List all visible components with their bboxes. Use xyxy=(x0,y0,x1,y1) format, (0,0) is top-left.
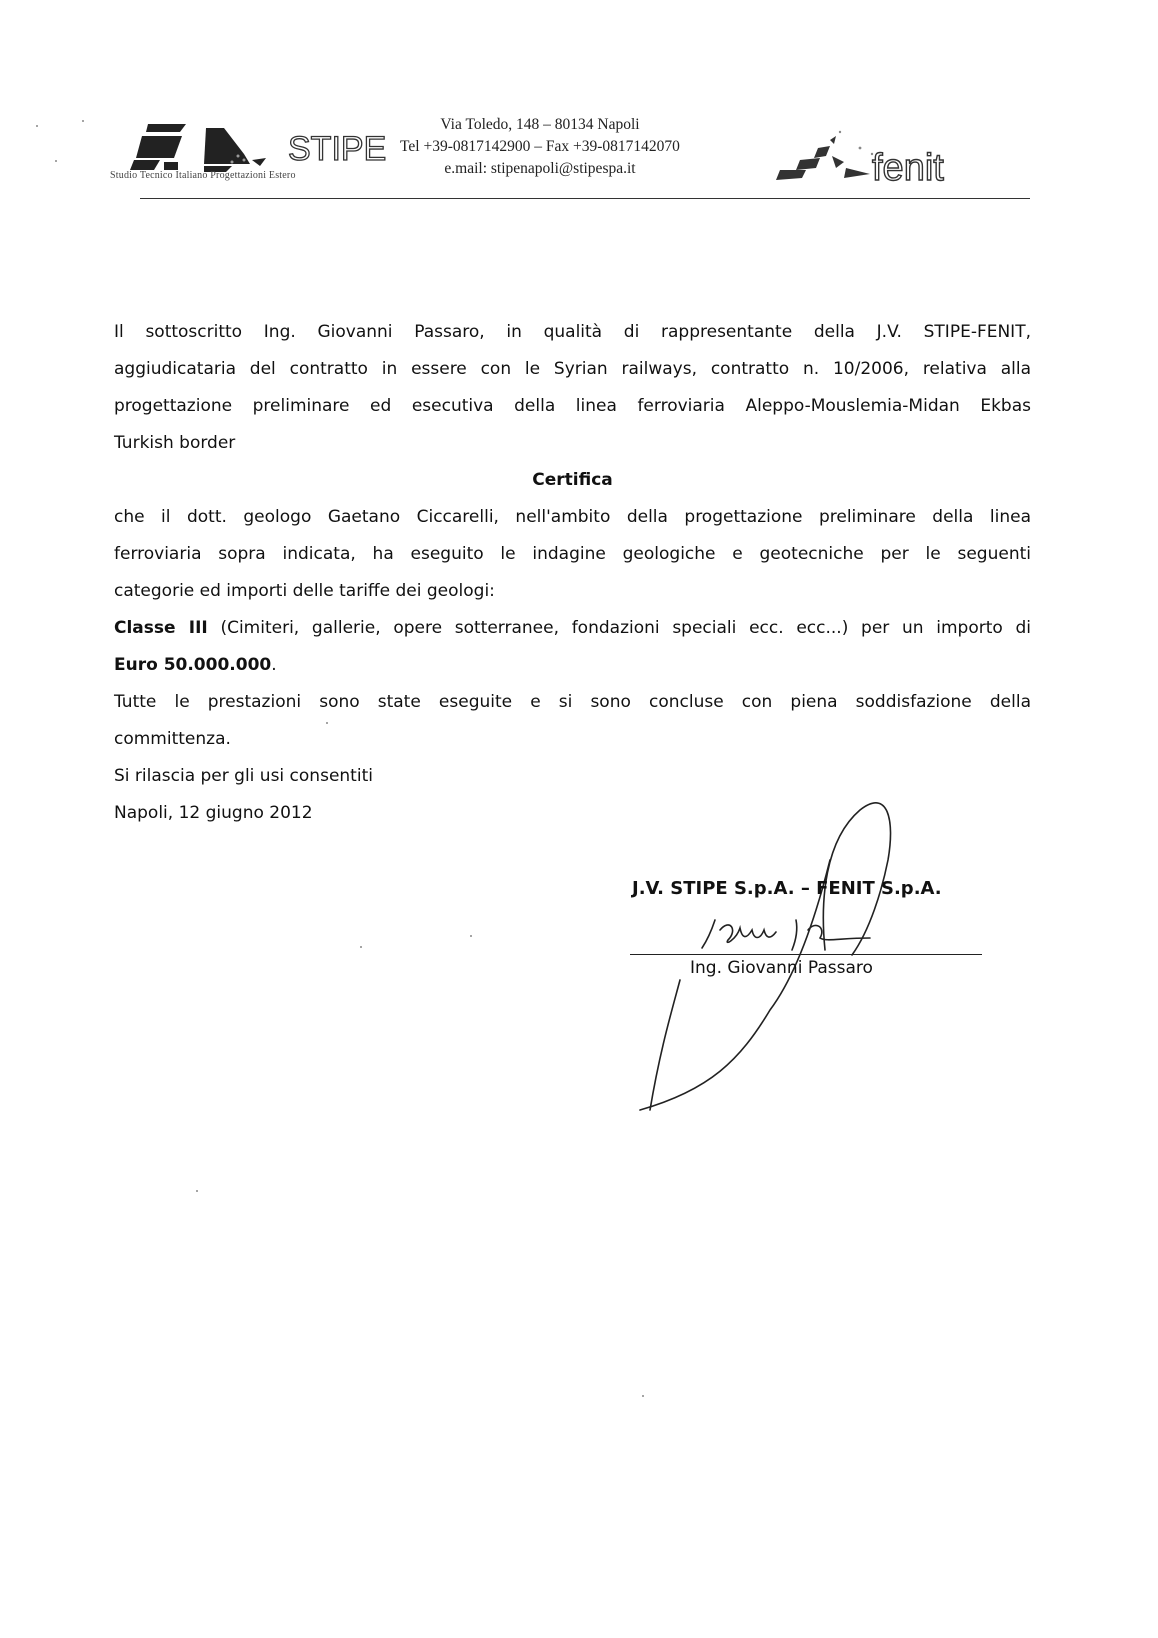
certifica-heading: Certifica xyxy=(532,470,613,490)
classe-text: (Cimiteri, gallerie, opere sotterranee, fondazioni speciali ecc. ecc...) per un importo di xyxy=(207,618,1032,638)
intro-line: Il sottoscritto Ing. Giovanni Passaro, in qualità di rappresentante della J.V. STIPE-FENIT, xyxy=(114,322,1031,342)
scan-speck xyxy=(642,1395,644,1397)
scan-speck xyxy=(470,935,472,937)
usi-line: Si rilascia per gli usi consentiti xyxy=(114,766,373,786)
certificate-body xyxy=(114,314,1031,832)
euro-line xyxy=(114,647,1031,684)
euro-amount: Euro 50.000.000 xyxy=(114,655,272,675)
stipe-logo xyxy=(120,118,387,178)
cert-line: che il dott. geologo Gaetano Ciccarelli, nell'ambito della progettazione preliminare della linea xyxy=(114,507,1031,527)
signer-name: Ing. Giovanni Passaro xyxy=(690,958,873,978)
scan-speck xyxy=(82,120,84,122)
phone-fax: Tel +39-0817142900 – Fax +39-0817142070 xyxy=(400,138,680,155)
cert-line: categorie ed importi delle tariffe dei geologi: xyxy=(114,581,495,601)
svg-text:fenit: fenit xyxy=(872,147,944,189)
cert-line: ferroviaria sopra indicata, ha eseguito le indagine geologiche e geotecniche per le seguenti xyxy=(114,544,1031,564)
company-name: J.V. STIPE S.p.A. – FENIT S.p.A. xyxy=(632,878,942,899)
address: Via Toledo, 148 – 80134 Napoli xyxy=(440,116,640,133)
intro-line: progettazione preliminare ed esecutiva della linea ferroviaria Aleppo-Mouslemia-Midan Ekbas xyxy=(114,396,1031,416)
scan-speck xyxy=(360,946,362,948)
handwritten-signature xyxy=(620,780,920,1120)
fenit-logo xyxy=(760,118,1000,190)
place-date: Napoli, 12 giugno 2012 xyxy=(114,803,313,823)
signature-line xyxy=(630,954,982,955)
letterhead xyxy=(110,108,1030,198)
header-divider xyxy=(140,198,1030,199)
contact-block xyxy=(370,114,710,180)
prestazioni-line: Tutte le prestazioni sono state eseguite e si sono concluse con piena soddisfazione della xyxy=(114,692,1031,712)
classe-line xyxy=(114,610,1031,647)
scan-speck xyxy=(196,1190,198,1192)
euro-suffix: . xyxy=(271,655,277,675)
scan-speck xyxy=(55,160,57,162)
intro-line: Turkish border xyxy=(114,433,236,453)
svg-text:STIPE: STIPE xyxy=(288,130,387,168)
scan-speck xyxy=(326,722,328,724)
scan-speck xyxy=(36,125,38,127)
prestazioni-line: committenza. xyxy=(114,729,231,749)
email: e.mail: stipenapoli@stipespa.it xyxy=(444,160,636,177)
intro-line: aggiudicataria del contratto in essere con le Syrian railways, contratto n. 10/2006, relativa alla xyxy=(114,359,1031,379)
classe-label: Classe III xyxy=(114,618,208,638)
stipe-caption: Studio Tecnico Italiano Progettazioni Estero xyxy=(110,170,296,181)
